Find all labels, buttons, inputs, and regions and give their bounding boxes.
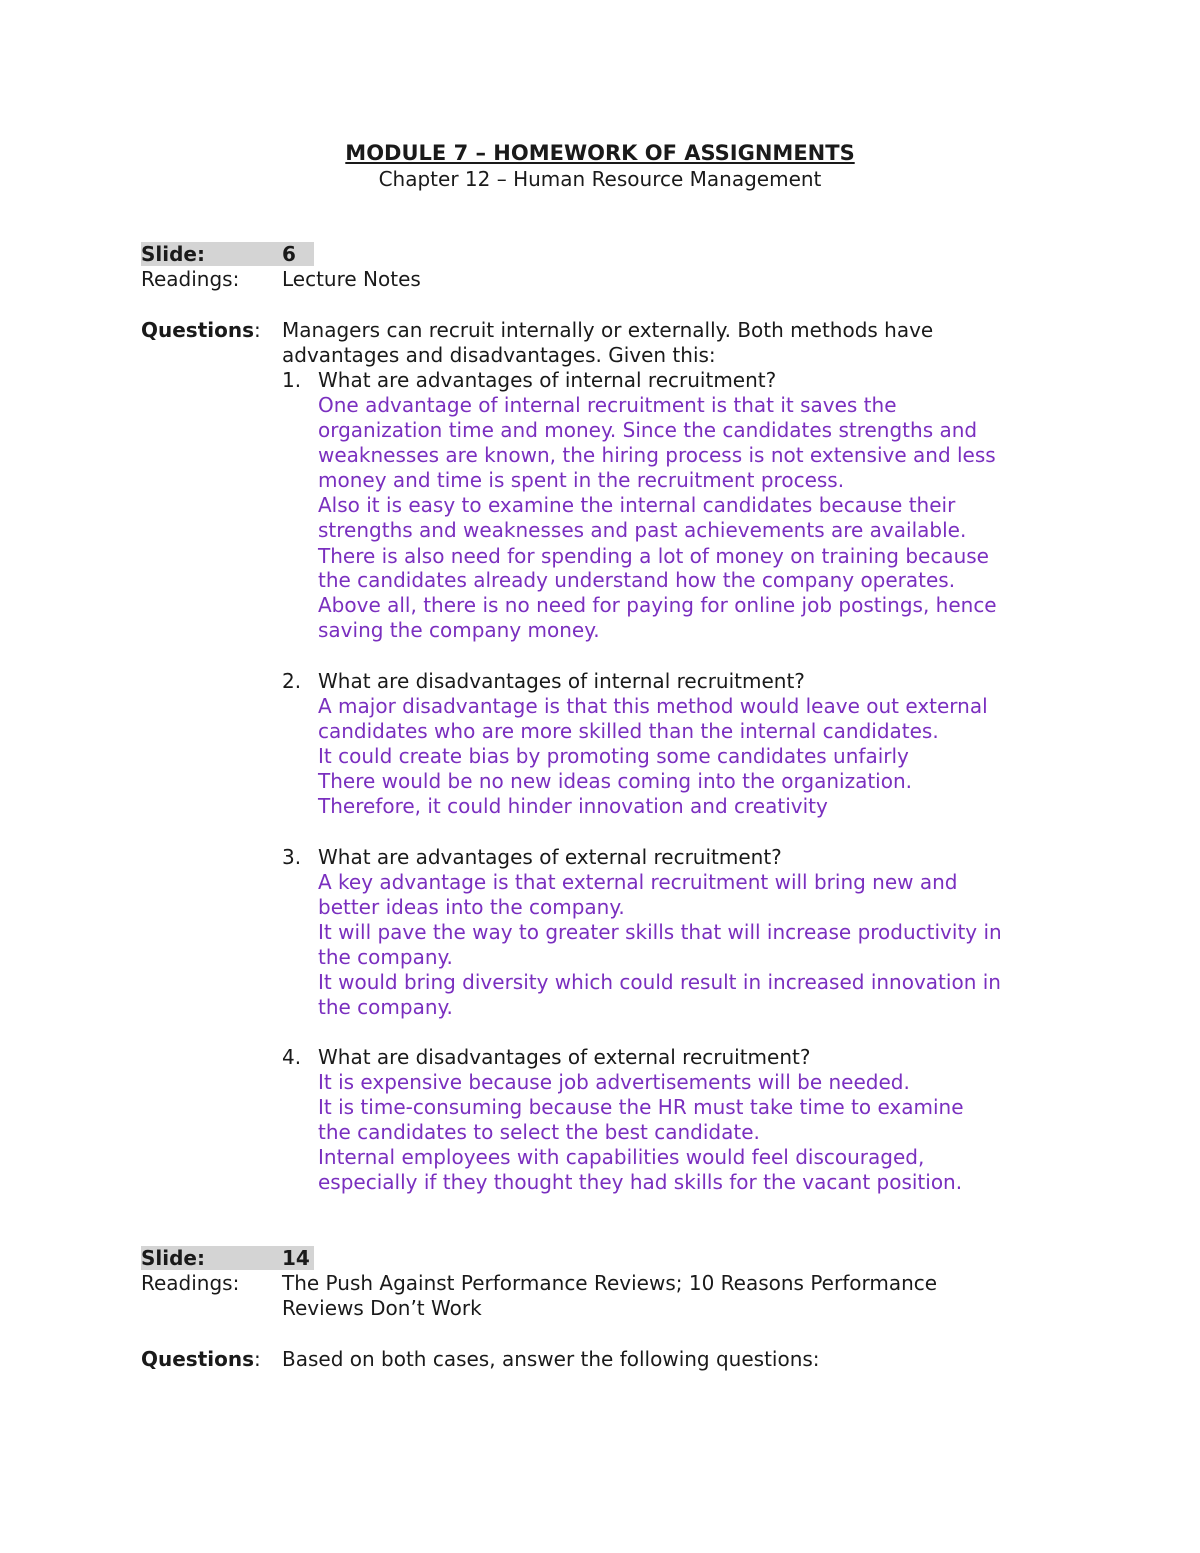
answer-line: money and time is spent in the recruitment process.	[318, 468, 845, 492]
answer-line: Also it is easy to examine the internal candidates because their	[318, 493, 956, 517]
answer-line: candidates who are more skilled than the internal candidates.	[318, 719, 939, 743]
answer-line: There would be no new ideas coming into the organization.	[318, 769, 912, 793]
answer-line: It would bring diversity which could result in increased innovation in	[318, 970, 1001, 994]
answer-line: It is expensive because job advertisements will be needed.	[318, 1070, 910, 1094]
answer-line: A key advantage is that external recruitment will bring new and	[318, 870, 958, 894]
answer-line: especially if they thought they had skills for the vacant position.	[318, 1170, 963, 1194]
answer-line: the company.	[318, 995, 453, 1019]
readings-value: The Push Against Performance Reviews; 10 Reasons Performance	[282, 1271, 938, 1295]
answer-line: saving the company money.	[318, 618, 600, 642]
answer-line: the candidates to select the best candidate.	[318, 1120, 760, 1144]
question-number: 3.	[282, 845, 302, 869]
answer-line: the company.	[318, 945, 453, 969]
slide-number: 14	[282, 1246, 310, 1270]
questions-label	[141, 318, 261, 343]
questions-label-text: Questions	[141, 1347, 255, 1371]
answer-line: It could create bias by promoting some candidates unfairly	[318, 744, 909, 768]
answer-line: weaknesses are known, the hiring process is not extensive and less	[318, 443, 996, 467]
slide-label: Slide:	[141, 242, 205, 266]
readings-label: Readings:	[141, 267, 240, 291]
question-number: 1.	[282, 368, 302, 392]
answer-line: Above all, there is no need for paying for online job postings, hence	[318, 593, 997, 617]
questions-label-colon: :	[254, 1347, 261, 1371]
questions-label	[141, 1347, 261, 1372]
questions-intro-line: Managers can recruit internally or externally. Both methods have	[282, 318, 934, 342]
question-text: What are disadvantages of internal recruitment?	[318, 669, 805, 693]
slide-number: 6	[282, 242, 296, 266]
answer-line: strengths and weaknesses and past achievements are available.	[318, 518, 967, 542]
answer-line: It will pave the way to greater skills that will increase productivity in	[318, 920, 1002, 944]
page-subtitle: Chapter 12 – Human Resource Management	[378, 167, 822, 191]
answer-line: organization time and money. Since the candidates strengths and	[318, 418, 978, 442]
answer-line: There is also need for spending a lot of money on training because	[318, 544, 989, 568]
questions-intro-line: advantages and disadvantages. Given this:	[282, 343, 716, 367]
question-text: What are advantages of external recruitment?	[318, 845, 782, 869]
readings-value: Lecture Notes	[282, 267, 421, 291]
answer-line: It is time-consuming because the HR must take time to examine	[318, 1095, 964, 1119]
answer-line: Internal employees with capabilities would feel discouraged,	[318, 1145, 925, 1169]
page-title: MODULE 7 – HOMEWORK OF ASSIGNMENTS	[345, 141, 855, 165]
readings-label: Readings:	[141, 1271, 240, 1295]
answer-line: One advantage of internal recruitment is that it saves the	[318, 393, 897, 417]
answer-line: A major disadvantage is that this method would leave out external	[318, 694, 988, 718]
answer-line: Therefore, it could hinder innovation and creativity	[318, 794, 828, 818]
answer-line: the candidates already understand how the company operates.	[318, 568, 956, 592]
answer-line: better ideas into the company.	[318, 895, 625, 919]
questions-label-colon: :	[254, 318, 261, 342]
readings-value: Reviews Don’t Work	[282, 1296, 482, 1320]
question-number: 4.	[282, 1045, 302, 1069]
question-number: 2.	[282, 669, 302, 693]
question-text: What are disadvantages of external recruitment?	[318, 1045, 811, 1069]
questions-label-text: Questions	[141, 318, 255, 342]
questions-intro-line: Based on both cases, answer the following questions:	[282, 1347, 820, 1371]
question-text: What are advantages of internal recruitment?	[318, 368, 777, 392]
slide-label: Slide:	[141, 1246, 205, 1270]
